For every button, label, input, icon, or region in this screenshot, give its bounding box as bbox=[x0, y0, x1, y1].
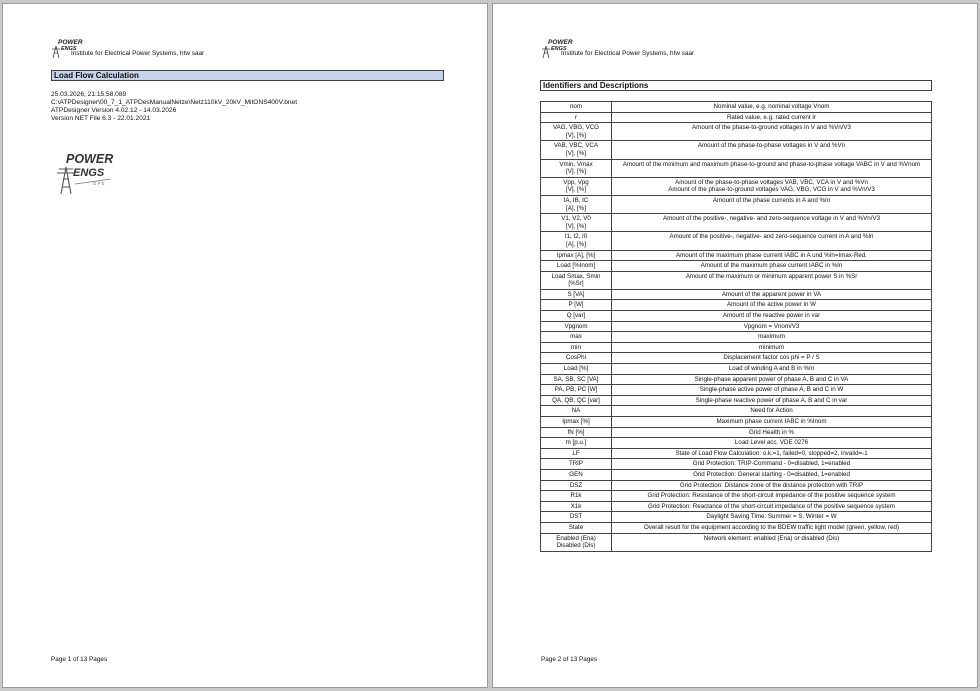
description-cell: Single-phase reactive power of phase A, B and C in var bbox=[612, 395, 932, 406]
table-row bbox=[541, 374, 932, 385]
description-cell: Displacement factor cos phi = P / S bbox=[612, 353, 932, 364]
identifier-cell: VAB, VBC, VCA [V], [%] bbox=[541, 141, 612, 159]
page-header bbox=[49, 37, 429, 59]
description-cell: Amount of the positive-, negative- and zero-sequence current in A and %In bbox=[612, 232, 932, 250]
description-cell: Amount of the reactive power in var bbox=[612, 311, 932, 322]
description-cell: minimum bbox=[612, 342, 932, 353]
table-row bbox=[541, 353, 932, 364]
description-cell: Daylight Saving Time: Summer = S, Winter = W bbox=[612, 512, 932, 523]
description-cell: Network element: enabled (Ena) or disabled (Dis) bbox=[612, 533, 932, 551]
identifier-cell: I1, I2, I0 [A], [%] bbox=[541, 232, 612, 250]
table-row bbox=[541, 459, 932, 470]
table-row bbox=[541, 469, 932, 480]
description-cell: Grid Protection: Resistance of the short-circuit impedance of the positive sequence system bbox=[612, 491, 932, 502]
identifier-cell: Load [%] bbox=[541, 364, 612, 375]
description-cell: Nominal value, e.g. nominal voltage Vnom bbox=[612, 102, 932, 113]
identifier-cell: VAG, VBG, VCG [V], [%] bbox=[541, 123, 612, 141]
description-cell: Amount of the phase-to-phase voltages VAB, VBC, VCA in V and %Vn Amount of the phase-to-ground voltages VAG, VBG, VCG in V and %Vn/V3 bbox=[612, 177, 932, 195]
table-row bbox=[541, 501, 932, 512]
identifier-cell: P [W] bbox=[541, 300, 612, 311]
table-row bbox=[541, 406, 932, 417]
table-row bbox=[541, 342, 932, 353]
description-cell: Grid Health in % bbox=[612, 427, 932, 438]
identifier-cell: CosPhi bbox=[541, 353, 612, 364]
svg-text:POWER: POWER bbox=[58, 39, 83, 46]
identifier-cell: GEN bbox=[541, 469, 612, 480]
table-row bbox=[541, 177, 932, 195]
identifier-cell: Ipmax [%] bbox=[541, 417, 612, 428]
page-header bbox=[539, 37, 919, 59]
description-cell: Amount of the positive-, negative- and zero-sequence voltage in V and %Vn/V3 bbox=[612, 214, 932, 232]
identifier-cell: Vmin, Vmax [V], [%] bbox=[541, 159, 612, 177]
table-row bbox=[541, 427, 932, 438]
svg-text:ENGS: ENGS bbox=[61, 46, 77, 52]
table-row bbox=[541, 417, 932, 428]
table-row bbox=[541, 250, 932, 261]
description-cell: Single-phase active power of phase A, B and C in W bbox=[612, 385, 932, 396]
table-row bbox=[541, 480, 932, 491]
table-row bbox=[541, 533, 932, 551]
description-cell: Rated value, e.g. rated current Ir bbox=[612, 112, 932, 123]
svg-text:ENGS: ENGS bbox=[73, 167, 105, 179]
identifier-cell: V1, V2, V0 [V], [%] bbox=[541, 214, 612, 232]
table-row bbox=[541, 395, 932, 406]
description-cell: Grid Protection: General starting - 0=disabled, 1=enabled bbox=[612, 469, 932, 480]
description-cell: maximum bbox=[612, 332, 932, 343]
identifier-cell: Load Smax, Smin [%Sr] bbox=[541, 271, 612, 289]
table-row bbox=[541, 232, 932, 250]
identifier-cell: State bbox=[541, 522, 612, 533]
designer-version: ATPDesigner Version 4.02.12 - 14.03.2026 bbox=[51, 107, 177, 115]
table-row bbox=[541, 385, 932, 396]
identifier-cell: nom bbox=[541, 102, 612, 113]
table-row bbox=[541, 141, 932, 159]
identifier-cell: Vpp, Vpg [V], [%] bbox=[541, 177, 612, 195]
svg-text:POWER: POWER bbox=[66, 152, 114, 166]
description-cell: Amount of the maximum phase current IABC in %In bbox=[612, 261, 932, 272]
institute-name: Institute for Electrical Power Systems, htw saar bbox=[71, 50, 205, 57]
description-cell: Amount of the phase-to-phase voltages in V and %Vn bbox=[612, 141, 932, 159]
description-cell: Vpgnom = Vnom/V3 bbox=[612, 321, 932, 332]
description-cell: State of Load Flow Calculation: o.k.=1, failed=0, stopped=2, invalid=-1 bbox=[612, 448, 932, 459]
identifier-cell: QA, QB, QC [var] bbox=[541, 395, 612, 406]
identifier-cell: PA, PB, PC [W] bbox=[541, 385, 612, 396]
identifier-cell: Load [%Inom] bbox=[541, 261, 612, 272]
timestamp: 25.03.2026, 21:15:58.089 bbox=[51, 91, 127, 98]
page-title: Load Flow Calculation bbox=[51, 70, 444, 81]
table-row bbox=[541, 438, 932, 449]
identifier-cell: X1k bbox=[541, 501, 612, 512]
description-cell: Load Level acc. VDE 0276 bbox=[612, 438, 932, 449]
svg-text:POWER: POWER bbox=[548, 39, 573, 46]
identifier-cell: fN [%] bbox=[541, 427, 612, 438]
description-cell: Amount of the minimum and maximum phase-to-ground and phase-to-phase voltage VABC in V and %Vnom bbox=[612, 159, 932, 177]
description-cell: Amount of the maximum phase current IABC in A und %In=Imax-Red. bbox=[612, 250, 932, 261]
description-cell: Grid Protection: TRIP-Command - 0=disabled, 1=enabled bbox=[612, 459, 932, 470]
file-path: C:\ATPDesigner\00_7_1_ATPDesManualNetze\Netz110kV_20kV_MitONS400V.bnet bbox=[51, 99, 298, 107]
identifier-cell: R1k bbox=[541, 491, 612, 502]
identifier-cell: SA, SB, SC [VA] bbox=[541, 374, 612, 385]
section-title: Identifiers and Descriptions bbox=[540, 80, 932, 91]
table-row bbox=[541, 448, 932, 459]
description-cell: Single-phase apparent power of phase A, B and C in VA bbox=[612, 374, 932, 385]
identifier-cell: DSZ bbox=[541, 480, 612, 491]
identifier-cell: Vpgnom bbox=[541, 321, 612, 332]
identifier-cell: TRIP bbox=[541, 459, 612, 470]
identifier-cell: m [p.u.] bbox=[541, 438, 612, 449]
net-file-version: Version NET File 6.3 - 22.01.2021 bbox=[51, 115, 151, 123]
power-engs-large-logo-icon bbox=[49, 149, 115, 195]
identifier-cell: max bbox=[541, 332, 612, 343]
table-row bbox=[541, 321, 932, 332]
description-cell: Amount of the maximum or minimum apparent power S in %Sr bbox=[612, 271, 932, 289]
identifier-cell: NA bbox=[541, 406, 612, 417]
table-row bbox=[541, 332, 932, 343]
description-cell: Amount of the active power in W bbox=[612, 300, 932, 311]
identifier-cell: Enabled (Ena) Disabled (Dis) bbox=[541, 533, 612, 551]
table-row bbox=[541, 271, 932, 289]
description-cell: Maximum phase current IABC in %Inom bbox=[612, 417, 932, 428]
description-cell: Amount of the phase-to-ground voltages in V and %Vn/V3 bbox=[612, 123, 932, 141]
identifier-cell: IA, IB, IC [A], [%] bbox=[541, 195, 612, 213]
table-row bbox=[541, 159, 932, 177]
table-row bbox=[541, 364, 932, 375]
table-row bbox=[541, 522, 932, 533]
document-page-2 bbox=[492, 3, 978, 688]
description-cell: Grid Protection: Distance zone of the distance protection with TRIP bbox=[612, 480, 932, 491]
identifier-cell: min bbox=[541, 342, 612, 353]
identifier-cell: Q [var] bbox=[541, 311, 612, 322]
table-row bbox=[541, 491, 932, 502]
institute-name: Institute for Electrical Power Systems, htw saar bbox=[561, 50, 695, 57]
table-row bbox=[541, 123, 932, 141]
description-cell: Overall result for the equipment according to the BDEW traffic light model (green, yellow, red) bbox=[612, 522, 932, 533]
description-cell: Amount of the apparent power in VA bbox=[612, 289, 932, 300]
identifiers-table bbox=[540, 101, 932, 552]
table-row bbox=[541, 112, 932, 123]
description-cell: Amount of the phase currents in A and %In bbox=[612, 195, 932, 213]
description-cell: Grid Protection: Reactance of the short-circuit impedance of the positive sequence system bbox=[612, 501, 932, 512]
description-cell: Need for Action bbox=[612, 406, 932, 417]
svg-text:ENGS: ENGS bbox=[551, 46, 567, 52]
table-row bbox=[541, 102, 932, 113]
identifier-cell: DST bbox=[541, 512, 612, 523]
table-row bbox=[541, 512, 932, 523]
document-page-1 bbox=[2, 3, 488, 688]
description-cell: Load of winding A and B in %In bbox=[612, 364, 932, 375]
identifier-cell: Ipmax [A], [%] bbox=[541, 250, 612, 261]
identifier-cell: LF bbox=[541, 448, 612, 459]
report-metadata bbox=[51, 91, 297, 123]
page-footer: Page 1 of 13 Pages bbox=[51, 656, 108, 663]
table-row bbox=[541, 261, 932, 272]
table-row bbox=[541, 214, 932, 232]
table-row bbox=[541, 289, 932, 300]
table-row bbox=[541, 300, 932, 311]
identifier-cell: S [VA] bbox=[541, 289, 612, 300]
table-row bbox=[541, 311, 932, 322]
svg-text:D P E: D P E bbox=[93, 181, 105, 186]
page-footer: Page 2 of 13 Pages bbox=[541, 656, 598, 663]
identifier-cell: r bbox=[541, 112, 612, 123]
table-row bbox=[541, 195, 932, 213]
